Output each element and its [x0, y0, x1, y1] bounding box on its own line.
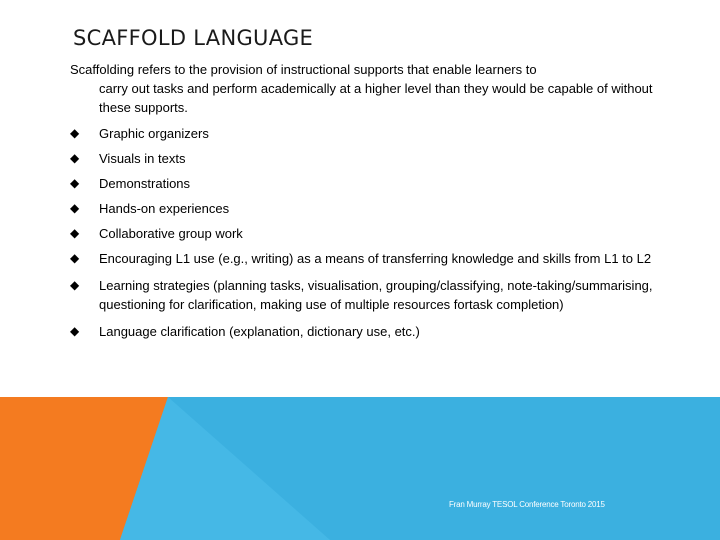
- list-item: [70, 224, 670, 243]
- diamond-icon: ◆: [70, 151, 80, 165]
- bullet-text: Hands-on experiences: [99, 201, 230, 216]
- bullet-text: Graphic organizers: [99, 126, 209, 141]
- bullet-text: Visuals in texts: [99, 151, 186, 166]
- list-item: [70, 199, 670, 218]
- diamond-icon: ◆: [70, 324, 80, 338]
- intro-first-line: Scaffolding refers to the provision of instructional supports that enable learners to: [70, 62, 537, 77]
- footer-credit: Fran Murray TESOL Conference Toronto 2015: [449, 500, 605, 509]
- diamond-icon: ◆: [70, 278, 80, 292]
- intro-paragraph: [70, 60, 670, 117]
- bullet-text: Encouraging L1 use (e.g., writing) as a means of transferring knowledge and skills from L1 to L2: [99, 251, 652, 266]
- list-item: [70, 124, 670, 143]
- bullet-text: Learning strategies (planning tasks, visualisation, grouping/classifying, note-taking/summarising, questioning for clarification, making use of multiple resources fortask completion): [99, 278, 653, 312]
- list-item: [70, 249, 670, 268]
- slide-title: SCAFFOLD LANGUAGE: [73, 26, 314, 50]
- diamond-icon: ◆: [70, 126, 80, 140]
- list-item: [70, 174, 670, 193]
- diamond-icon: ◆: [70, 201, 80, 215]
- diamond-icon: ◆: [70, 226, 80, 240]
- list-item: [70, 149, 670, 168]
- diamond-icon: ◆: [70, 251, 80, 265]
- list-item: [70, 322, 670, 341]
- bullet-text: Collaborative group work: [99, 226, 243, 241]
- bullet-text: Demonstrations: [99, 176, 191, 191]
- diamond-icon: ◆: [70, 176, 80, 190]
- bullet-text: Language clarification (explanation, dictionary use, etc.): [99, 324, 420, 339]
- intro-continuation: carry out tasks and perform academically at a higher level than they would be capable of without these supports.: [99, 81, 653, 115]
- bullet-list: [70, 124, 670, 349]
- list-item: [70, 276, 670, 314]
